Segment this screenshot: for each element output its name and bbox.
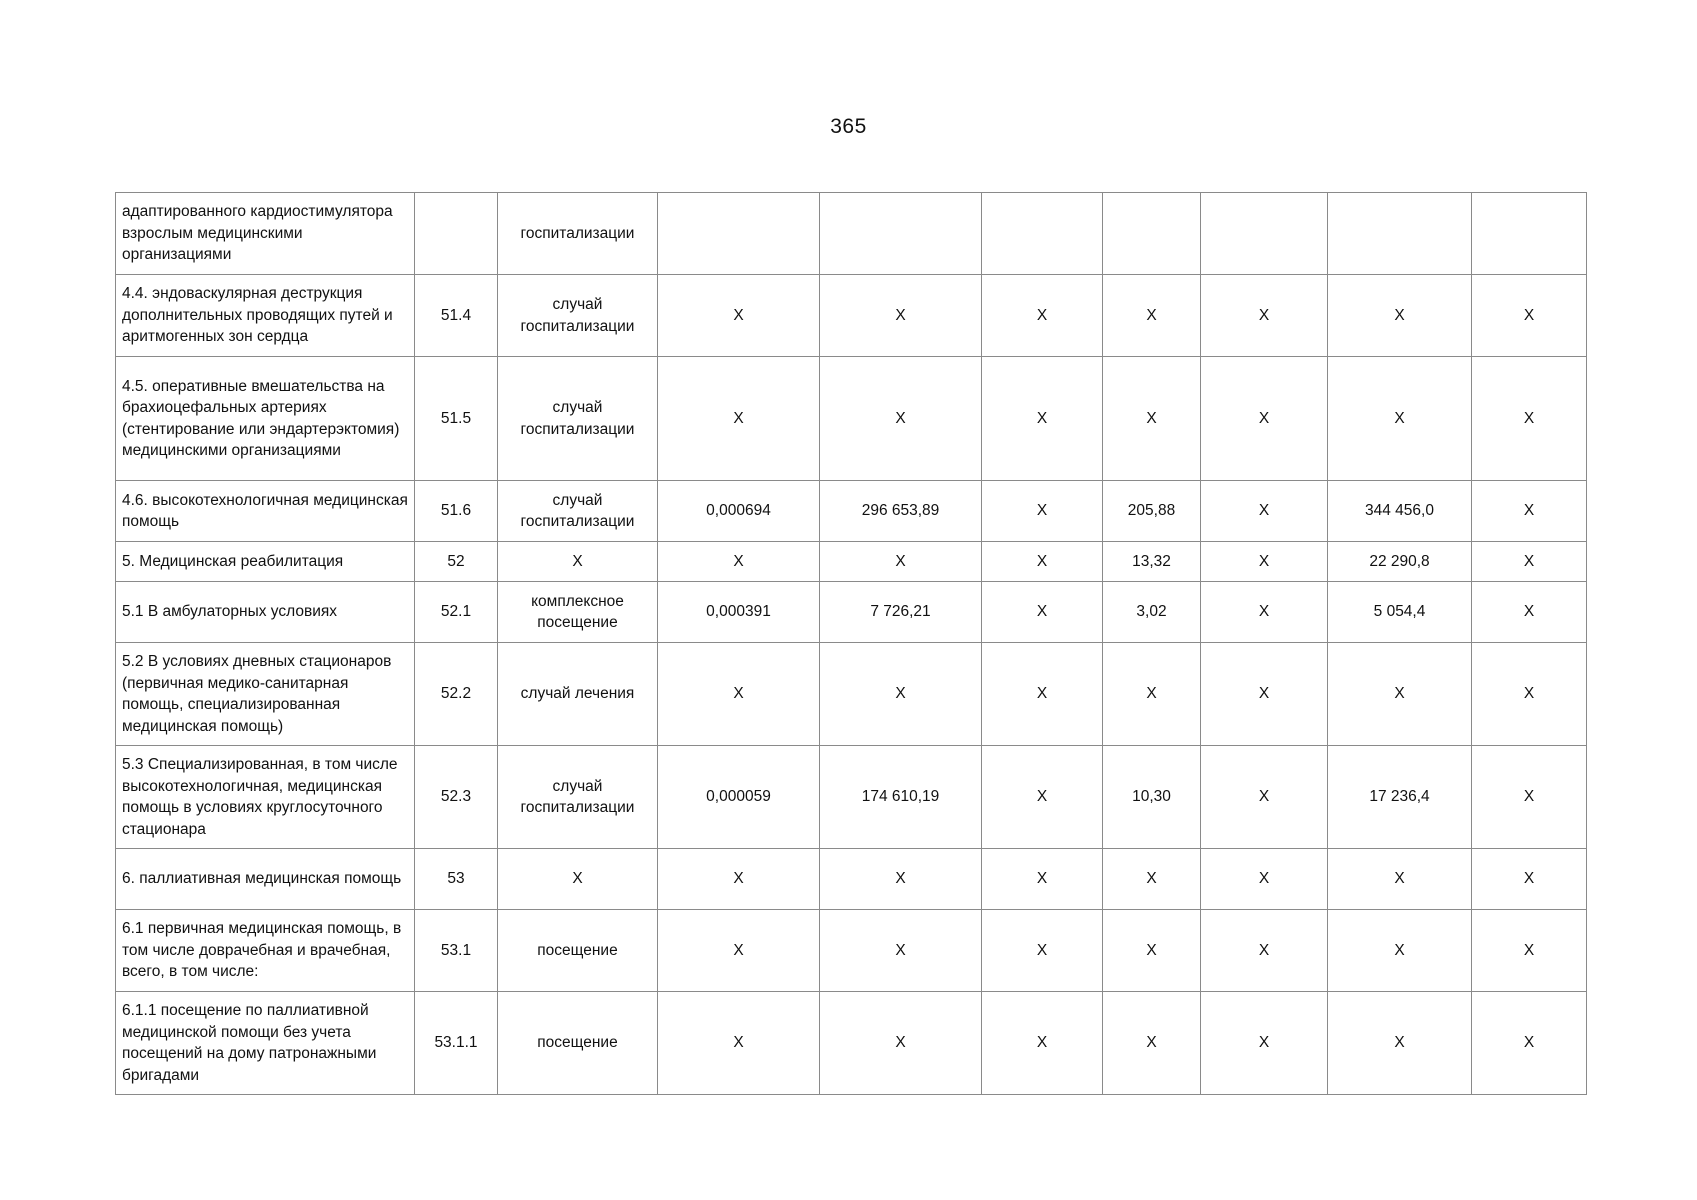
row-value-cell: 0,000391 xyxy=(658,582,820,643)
row-value-cell xyxy=(1103,193,1201,275)
row-number-cell: 51.4 xyxy=(415,275,498,357)
row-unit-cell: случай госпитализации xyxy=(498,481,658,542)
row-name-cell: 5.1 В амбулаторных условиях xyxy=(116,582,415,643)
table-row xyxy=(116,542,1587,582)
row-value-cell: X xyxy=(658,542,820,582)
row-value-cell: X xyxy=(1103,643,1201,746)
row-value-cell: 174 610,19 xyxy=(820,746,982,849)
row-value-cell: X xyxy=(820,643,982,746)
row-value-cell: X xyxy=(658,275,820,357)
row-unit-cell: случай госпитализации xyxy=(498,746,658,849)
row-value-cell: X xyxy=(1103,992,1201,1095)
row-value-cell: X xyxy=(1328,910,1472,992)
row-name-cell: адаптированного кардиостимулятора взрослым медицинскими организациями xyxy=(116,193,415,275)
row-value-cell xyxy=(1472,193,1587,275)
row-value-cell: X xyxy=(820,357,982,481)
row-value-cell: 0,000059 xyxy=(658,746,820,849)
row-unit-cell: X xyxy=(498,542,658,582)
row-value-cell: X xyxy=(820,849,982,910)
row-value-cell: X xyxy=(1103,849,1201,910)
table-row xyxy=(116,746,1587,849)
row-value-cell: X xyxy=(820,275,982,357)
row-value-cell: X xyxy=(1201,481,1328,542)
row-value-cell: X xyxy=(982,992,1103,1095)
table-body xyxy=(116,193,1587,1095)
table-row xyxy=(116,582,1587,643)
row-value-cell: 296 653,89 xyxy=(820,481,982,542)
row-value-cell xyxy=(820,193,982,275)
row-value-cell xyxy=(658,193,820,275)
table-row xyxy=(116,849,1587,910)
row-value-cell: X xyxy=(1201,542,1328,582)
row-value-cell: X xyxy=(1472,481,1587,542)
row-number-cell: 53 xyxy=(415,849,498,910)
row-name-cell: 4.4. эндоваскулярная деструкция дополнительных проводящих путей и аритмогенных зон сердца xyxy=(116,275,415,357)
row-value-cell xyxy=(1201,193,1328,275)
row-number-cell: 53.1.1 xyxy=(415,992,498,1095)
table-row xyxy=(116,481,1587,542)
row-value-cell: X xyxy=(1472,746,1587,849)
row-value-cell: X xyxy=(982,643,1103,746)
page-number: 365 xyxy=(830,115,867,138)
table-row xyxy=(116,992,1587,1095)
row-value-cell xyxy=(982,193,1103,275)
row-number-cell: 53.1 xyxy=(415,910,498,992)
row-value-cell: X xyxy=(1328,275,1472,357)
row-name-cell: 6.1 первичная медицинская помощь, в том числе доврачебная и врачебная, всего, в том числе: xyxy=(116,910,415,992)
row-value-cell: X xyxy=(658,357,820,481)
row-name-cell: 6.1.1 посещение по паллиативной медицинской помощи без учета посещений на дому патронажными бригадами xyxy=(116,992,415,1095)
row-value-cell: X xyxy=(1328,643,1472,746)
row-unit-cell: случай госпитализации xyxy=(498,357,658,481)
row-value-cell: X xyxy=(820,910,982,992)
row-number-cell: 52 xyxy=(415,542,498,582)
row-value-cell: X xyxy=(820,992,982,1095)
row-value-cell: X xyxy=(1472,643,1587,746)
row-number-cell: 52.2 xyxy=(415,643,498,746)
row-value-cell: X xyxy=(1201,275,1328,357)
report-table xyxy=(115,192,1587,1095)
row-number-cell: 52.3 xyxy=(415,746,498,849)
row-value-cell: X xyxy=(1472,582,1587,643)
row-value-cell: X xyxy=(982,481,1103,542)
row-value-cell: X xyxy=(1328,357,1472,481)
row-unit-cell: случай лечения xyxy=(498,643,658,746)
row-value-cell: 22 290,8 xyxy=(1328,542,1472,582)
row-unit-cell: случай госпитализации xyxy=(498,275,658,357)
row-unit-cell: госпитализации xyxy=(498,193,658,275)
row-value-cell xyxy=(1328,193,1472,275)
row-value-cell: X xyxy=(1103,275,1201,357)
row-unit-cell: комплексное посещение xyxy=(498,582,658,643)
row-value-cell: X xyxy=(982,542,1103,582)
row-value-cell: 5 054,4 xyxy=(1328,582,1472,643)
row-name-cell: 5.2 В условиях дневных стационаров (первичная медико-санитарная помощь, специализированная медицинская помощь) xyxy=(116,643,415,746)
row-unit-cell: посещение xyxy=(498,992,658,1095)
row-value-cell: X xyxy=(982,582,1103,643)
row-value-cell: 10,30 xyxy=(1103,746,1201,849)
row-value-cell: X xyxy=(982,849,1103,910)
row-name-cell: 5.3 Специализированная, в том числе высокотехнологичная, медицинская помощь в условиях круглосуточного стационара xyxy=(116,746,415,849)
row-value-cell: 344 456,0 xyxy=(1328,481,1472,542)
row-value-cell: X xyxy=(1201,910,1328,992)
row-value-cell: X xyxy=(658,643,820,746)
row-unit-cell: X xyxy=(498,849,658,910)
row-value-cell: 7 726,21 xyxy=(820,582,982,643)
row-value-cell: X xyxy=(982,357,1103,481)
row-value-cell: X xyxy=(982,746,1103,849)
row-value-cell: X xyxy=(1328,992,1472,1095)
row-value-cell: X xyxy=(1201,643,1328,746)
row-name-cell: 6. паллиативная медицинская помощь xyxy=(116,849,415,910)
table-row xyxy=(116,643,1587,746)
row-name-cell: 5. Медицинская реабилитация xyxy=(116,542,415,582)
row-unit-cell: посещение xyxy=(498,910,658,992)
row-name-cell: 4.5. оперативные вмешательства на брахиоцефальных артериях (стентирование или эндартерэктомия) медицинскими организациями xyxy=(116,357,415,481)
row-number-cell: 51.5 xyxy=(415,357,498,481)
row-value-cell: X xyxy=(1201,746,1328,849)
row-value-cell: X xyxy=(1103,357,1201,481)
row-number-cell: 51.6 xyxy=(415,481,498,542)
row-value-cell: X xyxy=(658,910,820,992)
row-number-cell xyxy=(415,193,498,275)
row-value-cell: X xyxy=(1201,849,1328,910)
row-value-cell: X xyxy=(1328,849,1472,910)
row-value-cell: X xyxy=(1472,275,1587,357)
row-value-cell: X xyxy=(1201,582,1328,643)
row-value-cell: X xyxy=(982,910,1103,992)
row-value-cell: X xyxy=(1201,357,1328,481)
row-value-cell: X xyxy=(820,542,982,582)
row-value-cell: X xyxy=(1472,849,1587,910)
row-value-cell: 13,32 xyxy=(1103,542,1201,582)
row-value-cell: X xyxy=(982,275,1103,357)
row-value-cell: X xyxy=(658,849,820,910)
table-row xyxy=(116,357,1587,481)
table-row xyxy=(116,275,1587,357)
row-number-cell: 52.1 xyxy=(415,582,498,643)
row-value-cell: X xyxy=(1472,992,1587,1095)
row-name-cell: 4.6. высокотехнологичная медицинская помощь xyxy=(116,481,415,542)
row-value-cell: 17 236,4 xyxy=(1328,746,1472,849)
row-value-cell: 0,000694 xyxy=(658,481,820,542)
row-value-cell: 205,88 xyxy=(1103,481,1201,542)
row-value-cell: X xyxy=(1472,910,1587,992)
row-value-cell: X xyxy=(1472,542,1587,582)
row-value-cell: 3,02 xyxy=(1103,582,1201,643)
table-row xyxy=(116,910,1587,992)
table-row xyxy=(116,193,1587,275)
row-value-cell: X xyxy=(1103,910,1201,992)
row-value-cell: X xyxy=(1201,992,1328,1095)
row-value-cell: X xyxy=(1472,357,1587,481)
row-value-cell: X xyxy=(658,992,820,1095)
